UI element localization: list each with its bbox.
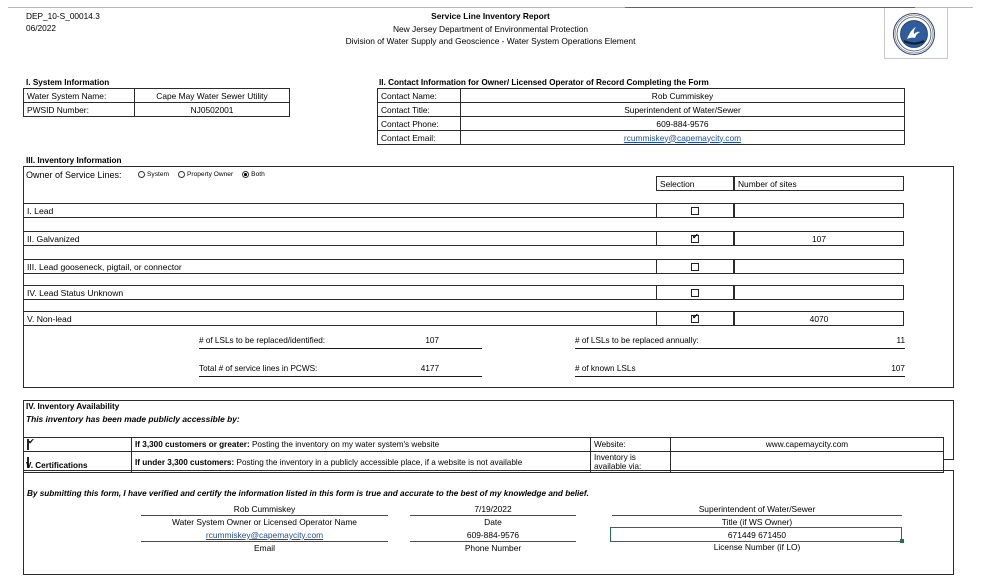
column-header-number-of-sites: Number of sites <box>734 176 904 191</box>
njdep-seal-icon <box>891 12 937 56</box>
active-cell-highlight[interactable] <box>610 527 902 542</box>
cert-phone <box>410 529 576 555</box>
owner-of-service-lines-label: Owner of Service Lines: <box>26 170 122 180</box>
inventory-available-via-label: Inventory is available via: <box>591 452 671 473</box>
availability-bold-text: If under 3,300 customers: <box>135 457 235 467</box>
field-label: Total # of service lines in PCWS: <box>199 364 318 373</box>
inventory-row-label: III. Lead gooseneck, pigtail, or connector <box>27 262 182 272</box>
field-value[interactable]: 107 <box>891 364 905 373</box>
cert-email-link[interactable]: rcummiskey@capemaycity.com <box>205 530 324 540</box>
radio-icon-selected[interactable] <box>242 171 249 178</box>
radio-label: Property Owner <box>186 171 234 178</box>
table-row <box>378 131 905 145</box>
cert-license-number-value[interactable]: 671449 671450 <box>727 530 787 540</box>
field-known-lsls[interactable] <box>575 364 905 377</box>
water-system-name-value[interactable]: Cape May Water Sewer Utility <box>135 89 290 103</box>
contact-title-value[interactable]: Superintendent of Water/Sewer <box>461 103 905 117</box>
checkbox-icon-checked[interactable] <box>27 439 29 450</box>
radio-label: Both <box>251 171 265 178</box>
radio-icon[interactable] <box>138 171 145 178</box>
website-value[interactable]: www.capemaycity.com <box>671 438 944 452</box>
cert-date-value[interactable]: 7/19/2022 <box>410 503 576 516</box>
contact-phone-value[interactable]: 609-884-9576 <box>461 117 905 131</box>
contact-name-value[interactable]: Rob Cummiskey <box>461 89 905 103</box>
inventory-selection-galvanized[interactable] <box>656 231 734 246</box>
cert-date-caption: Date <box>484 517 502 527</box>
field-label: # of LSLs to be replaced/identified: <box>199 336 326 345</box>
cert-title-value[interactable]: Superintendent of Water/Sewer <box>612 503 902 516</box>
availability-rest-text: Posting the inventory on my water system's website <box>249 440 440 449</box>
radio-option-system[interactable] <box>138 171 169 178</box>
availability-text-cell-1 <box>132 438 591 452</box>
contact-email-label: Contact Email: <box>378 131 461 145</box>
inventory-sites-status-unknown[interactable] <box>734 285 904 300</box>
contact-information-table <box>377 88 905 145</box>
inventory-row-label: II. Galvanized <box>27 234 80 244</box>
form-code: DEP_10-S_00014.3 <box>26 11 100 21</box>
radio-option-both[interactable] <box>242 171 265 178</box>
inventory-selection-non-lead[interactable] <box>656 311 734 326</box>
cert-owner-name-value[interactable]: Rob Cummiskey <box>141 503 388 516</box>
radio-option-property-owner[interactable] <box>178 171 233 178</box>
cert-license-number-caption: License Number (if LO) <box>713 542 801 552</box>
page-title: Service Line Inventory Report <box>431 11 550 21</box>
inventory-sites-lead[interactable] <box>734 203 904 218</box>
field-value[interactable]: 4177 <box>420 364 439 373</box>
cert-email-caption: Email <box>254 543 275 553</box>
division-name: Division of Water Supply and Geoscience - Water System Operations Element <box>345 36 636 46</box>
checkbox-icon[interactable] <box>691 289 699 297</box>
certification-statement: By submitting this form, I have verified and certify the information listed in this form is true and accurate to the best of my knowledge and belief. <box>27 489 589 498</box>
contact-email-value[interactable] <box>461 131 905 145</box>
website-label: Website: <box>591 438 671 452</box>
inventory-sites-galvanized[interactable]: 107 <box>734 231 904 246</box>
cert-title-caption: Title (if WS Owner) <box>721 517 793 527</box>
table-row <box>378 89 905 103</box>
checkbox-icon[interactable] <box>691 263 699 271</box>
field-value[interactable]: 11 <box>896 336 905 345</box>
section3-box <box>23 166 954 388</box>
table-row <box>24 103 290 117</box>
radio-label: System <box>147 171 169 178</box>
cert-phone-value[interactable]: 609-884-9576 <box>410 529 576 542</box>
cert-email <box>141 529 388 555</box>
section4-title: IV. Inventory Availability <box>26 402 120 411</box>
availability-rest-text: Posting the inventory in a publicly accessible place, if a website is not available <box>234 457 523 467</box>
field-label: # of LSLs to be replaced annually: <box>575 336 699 345</box>
field-lsls-to-be-replaced-identified[interactable] <box>199 336 482 349</box>
cert-email-value[interactable] <box>141 529 388 542</box>
contact-phone-label: Contact Phone: <box>378 117 461 131</box>
contact-title-label: Contact Title: <box>378 103 461 117</box>
field-value[interactable]: 107 <box>425 336 439 345</box>
availability-checkbox-cell-1[interactable] <box>24 438 132 452</box>
checkbox-icon[interactable] <box>691 207 699 215</box>
report-header <box>0 10 981 48</box>
section4-subtitle: This inventory has been made publicly accessible by: <box>26 414 240 424</box>
inventory-availability-table <box>23 437 944 473</box>
form-date: 06/2022 <box>26 23 56 33</box>
section1-title: I. System Information <box>26 78 110 87</box>
inventory-selection-lead[interactable] <box>656 203 734 218</box>
pwsid-number-label: PWSID Number: <box>24 103 135 117</box>
inventory-row-label: IV. Lead Status Unknown <box>27 288 124 298</box>
fill-handle[interactable] <box>900 539 904 543</box>
page-top-rule-green <box>625 7 915 8</box>
contact-name-label: Contact Name: <box>378 89 461 103</box>
availability-bold-text: If 3,300 customers or greater: <box>135 440 250 449</box>
inventory-selection-gooseneck[interactable] <box>656 259 734 274</box>
cert-owner-name <box>141 503 388 529</box>
cert-phone-caption: Phone Number <box>464 543 522 553</box>
field-total-service-lines-in-pcws[interactable] <box>199 364 482 377</box>
agency-name: New Jersey Department of Environmental Protection <box>392 23 589 34</box>
inventory-row-label: V. Non-lead <box>27 314 72 324</box>
inventory-selection-status-unknown[interactable] <box>656 285 734 300</box>
cert-title <box>612 503 902 529</box>
cert-owner-name-caption: Water System Owner or Licensed Operator Name <box>172 517 357 527</box>
section3-title: III. Inventory Information <box>26 156 122 165</box>
owner-of-service-lines-radiogroup[interactable] <box>138 171 265 178</box>
inventory-row-label: I. Lead <box>27 206 54 216</box>
inventory-sites-non-lead[interactable]: 4070 <box>734 311 904 326</box>
water-system-name-label: Water System Name: <box>24 89 135 103</box>
field-label: # of known LSLs <box>575 364 636 373</box>
table-row <box>378 117 905 131</box>
contact-email-link[interactable]: rcummiskey@capemaycity.com <box>623 132 742 143</box>
checkbox-icon-checked[interactable] <box>691 235 699 243</box>
table-row <box>378 103 905 117</box>
checkbox-icon-checked[interactable] <box>691 315 699 323</box>
field-lsls-to-be-replaced-annually[interactable] <box>575 336 905 349</box>
column-header-selection: Selection <box>656 176 734 191</box>
table-row <box>24 438 944 452</box>
pwsid-number-value[interactable]: NJ0502001 <box>135 103 290 117</box>
radio-icon[interactable] <box>178 171 185 178</box>
table-row <box>24 89 290 103</box>
section5-title: V. Certifications <box>26 461 88 470</box>
cert-date <box>410 503 576 529</box>
section2-title: II. Contact Information for Owner/ Licensed Operator of Record Completing the Form <box>379 78 709 87</box>
system-information-table <box>23 88 290 117</box>
inventory-sites-gooseneck[interactable] <box>734 259 904 274</box>
